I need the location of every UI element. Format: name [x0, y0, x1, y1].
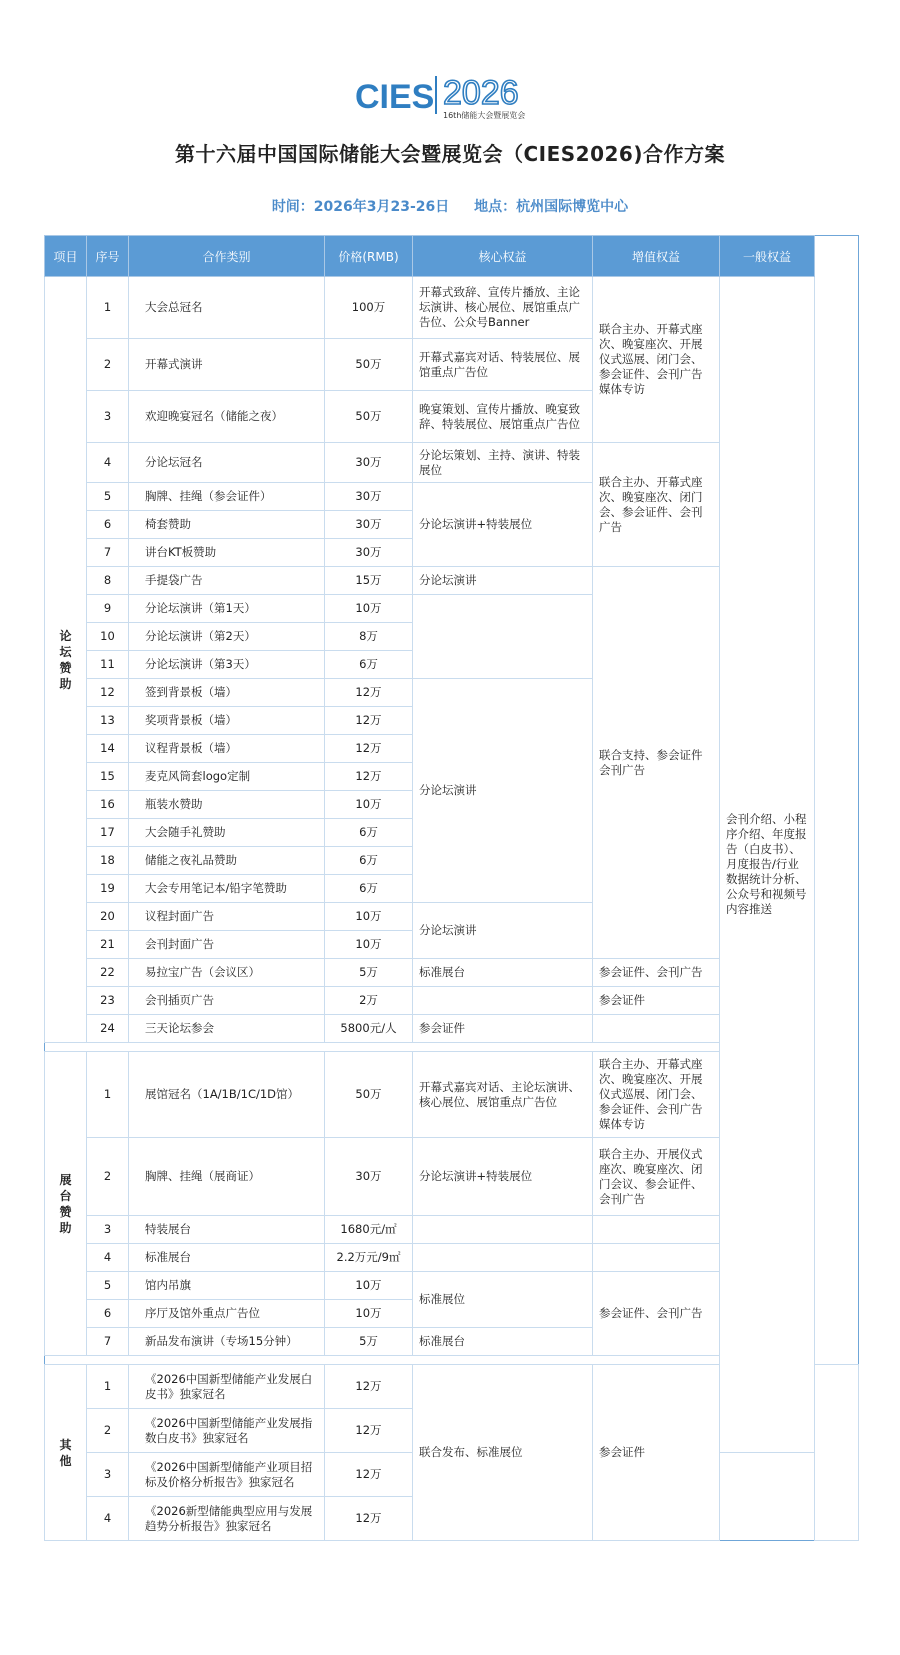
page-title: 第十六届中国国际储能大会暨展览会（CIES2026)合作方案: [175, 142, 725, 166]
svg-text:16th储能大会暨展览会: 16th储能大会暨展览会: [443, 111, 526, 120]
table-row: 论坛赞助 1 大会总冠名 100万 开幕式致辞、宣传片播放、主论坛演讲、核心展位、展馆重点广告位、公众号Banner 联合主办、开幕式座次、晚宴座次、开展仪式巡展、闭门会、参会证件、会刊广告媒体专访 会刊介绍、小程序介绍、年度报告（白皮书）、月度报告/行业数据统计分析、公众号和视频号内容推送: [45, 277, 859, 339]
table-row: 10 分论坛演讲（第2天） 8万: [45, 623, 859, 651]
section-label-forum: 论坛赞助: [45, 277, 87, 1043]
event-place: 地点：杭州国际博览中心: [474, 199, 629, 215]
table-row: 4 分论坛冠名 30万 分论坛策划、主持、演讲、特装展位 联合主办、开幕式座次、晚宴座次、闭门会、参会证件、会刊广告: [45, 443, 859, 483]
table-row: 2 开幕式演讲 50万 开幕式嘉宾对话、特装展位、展馆重点广告位: [45, 339, 859, 391]
header-project: 项目: [45, 236, 87, 277]
table-row: 22 易拉宝广告（会议区） 5万 标准展台 参会证件、会刊广告: [45, 959, 859, 987]
table-row: 7 新品发布演讲（专场15分钟） 5万 标准展台: [45, 1328, 859, 1356]
event-time: 时间：2026年3月23-26日: [271, 199, 450, 215]
table-row: 23 会刊插页广告 2万 参会证件: [45, 987, 859, 1015]
section-label-booth: 展台赞助: [45, 1052, 87, 1356]
table-row: 11 分论坛演讲（第3天） 6万: [45, 651, 859, 679]
table-row: 2 《2026中国新型储能产业发展指数白皮书》独家冠名 12万: [45, 1409, 859, 1453]
table-row: 12 签到背景板（墙） 12万 分论坛演讲: [45, 679, 859, 707]
table-row: 6 椅套赞助 30万: [45, 511, 859, 539]
table-row: 4 《2026新型储能典型应用与发展趋势分析报告》独家冠名 12万: [45, 1497, 859, 1541]
table-row: 21 会刊封面广告 10万: [45, 931, 859, 959]
table-row: 8 手提袋广告 15万 分论坛演讲 联合支持、参会证件会刊广告: [45, 567, 859, 595]
table-row: 13 奖项背景板（墙） 12万: [45, 707, 859, 735]
table-row: 其他 1 《2026中国新型储能产业发展白皮书》独家冠名 12万 联合发布、标准展位 参会证件: [45, 1365, 859, 1409]
cooperation-table: [44, 235, 859, 1541]
table-row: 16 瓶装水赞助 10万: [45, 791, 859, 819]
table-row: 3 欢迎晚宴冠名（储能之夜） 50万 晚宴策划、宣传片播放、晚宴致辞、特装展位、展馆重点广告位: [45, 391, 859, 443]
table-row: 6 序厅及馆外重点广告位 10万: [45, 1300, 859, 1328]
table-row: 18 储能之夜礼品赞助 6万: [45, 847, 859, 875]
table-row: 15 麦克风筒套logo定制 12万: [45, 763, 859, 791]
table-row: 9 分论坛演讲（第1天） 10万: [45, 595, 859, 623]
table-row: 7 讲台KT板赞助 30万: [45, 539, 859, 567]
svg-text:2026: 2026: [443, 74, 519, 112]
header-category: 合作类别: [129, 236, 325, 277]
general-benefit: 会刊介绍、小程序介绍、年度报告（白皮书）、月度报告/行业数据统计分析、公众号和视频号内容推送: [720, 277, 815, 1453]
section-label-other: 其他: [45, 1365, 87, 1541]
table-header: [45, 236, 859, 277]
header-value: 增值权益: [593, 236, 720, 277]
table-row: 4 标准展台 2.2万元/9㎡: [45, 1244, 859, 1272]
table-row: 5 馆内吊旗 10万 标准展位 参会证件、会刊广告: [45, 1272, 859, 1300]
header-general: 一般权益: [720, 236, 815, 277]
header-no: 序号: [87, 236, 129, 277]
table-row: 24 三天论坛参会 5800元/人 参会证件: [45, 1015, 859, 1043]
table-row: 17 大会随手礼赞助 6万: [45, 819, 859, 847]
table-row: 3 《2026中国新型储能产业项目招标及价格分析报告》独家冠名 12万: [45, 1453, 859, 1497]
header-price: 价格(RMB): [325, 236, 413, 277]
table-row: 19 大会专用笔记本/铅字笔赞助 6万: [45, 875, 859, 903]
table-row: 14 议程背景板（墙） 12万: [45, 735, 859, 763]
table-row: 展台赞助 1 展馆冠名（1A/1B/1C/1D馆） 50万 开幕式嘉宾对话、主论坛演讲、核心展位、展馆重点广告位 联合主办、开幕式座次、晚宴座次、开展仪式巡展、闭门会、参会证件、会刊广告媒体专访: [45, 1052, 859, 1138]
table-row: 2 胸牌、挂绳（展商证） 30万 分论坛演讲+特装展位 联合主办、开展仪式座次、晚宴座次、闭门会议、参会证件、会刊广告: [45, 1138, 859, 1216]
table-row: 3 特装展台 1680元/㎡: [45, 1216, 859, 1244]
table-row: 5 胸牌、挂绳（参会证件） 30万 分论坛演讲+特装展位: [45, 483, 859, 511]
cies-2026-logo: [355, 70, 575, 122]
svg-text:CIES: CIES: [355, 78, 435, 116]
table-row: 20 议程封面广告 10万 分论坛演讲: [45, 903, 859, 931]
header-core: 核心权益: [413, 236, 593, 277]
event-info: [0, 196, 900, 216]
